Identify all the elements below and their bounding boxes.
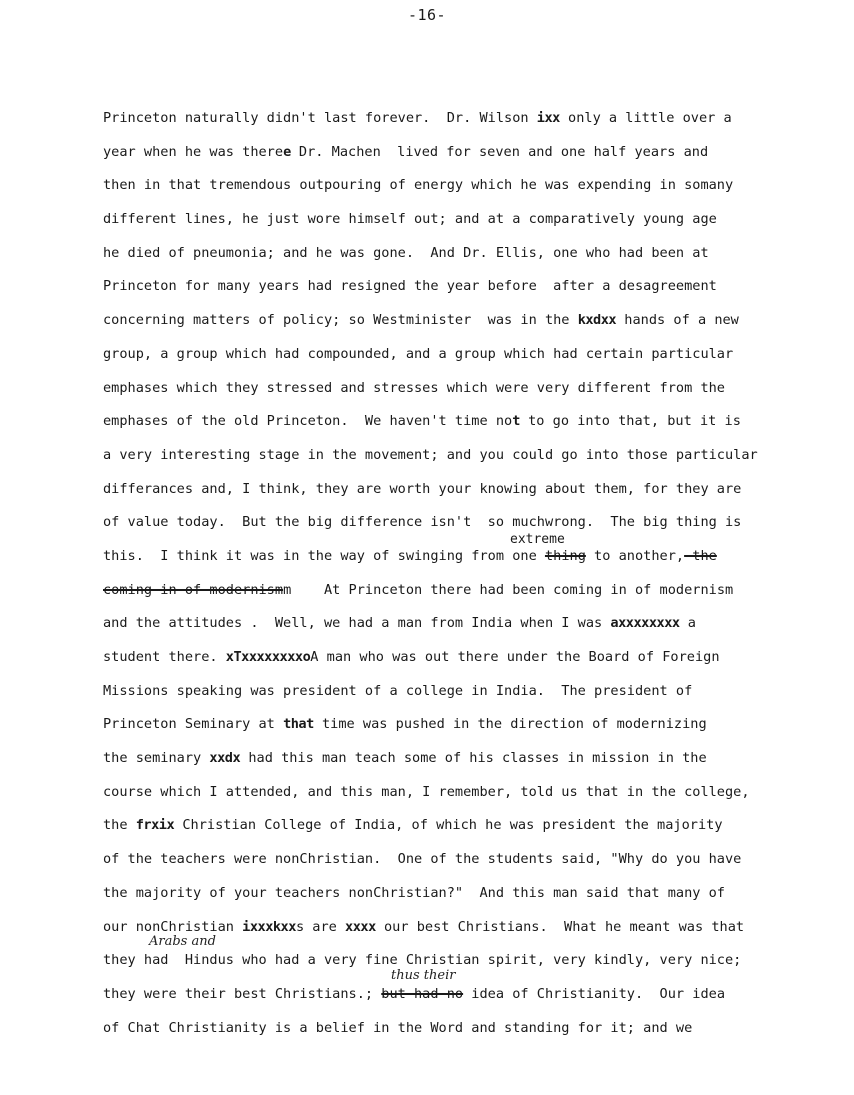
text-line-3: then in that tremendous outpouring of energy which he was expending in somany [103, 177, 734, 194]
handwritten-insertion: thus their [391, 967, 456, 983]
overtyped-text: xxdx [209, 750, 241, 767]
text-line-2: year when he was theree Dr. Machen lived for seven and one half years and [103, 143, 709, 160]
text-line-28: of Chat Christianity is a belief in the Word and standing for it; and we [103, 1019, 693, 1036]
overtyped-text: t [512, 413, 520, 430]
text-line-15: coming in of modernismm At Princeton there had been coming in of modernism [103, 581, 734, 598]
overtyped-text: ixxxkxx [242, 918, 296, 935]
interlinear-insertion: extreme [510, 531, 565, 547]
text-line-21: course which I attended, and this man, I remember, told us that in the college, [103, 783, 750, 800]
text-line-11: a very interesting stage in the movement; and you could go into those particular [103, 446, 758, 463]
text-line-9: emphases which they stressed and stresses which were very different from the [103, 379, 725, 396]
text-line-19: Princeton Seminary at that time was pushed in the direction of modernizing [103, 716, 707, 733]
text-line-10: emphases of the old Princeton. We haven't time not to go into that, but it is [103, 413, 741, 430]
struck-text: but had no [381, 985, 464, 1002]
overtyped-text: e [283, 143, 291, 160]
overtyped-text: axxxxxxxx [610, 615, 680, 632]
text-line-1: Princeton naturally didn't last forever. Dr. Wilson ixx only a little over a [103, 110, 732, 126]
struck-text: thing [544, 547, 586, 564]
text-line-26: Arabs and they had Hindus who had a very fine Christian spirit, very kindly, very nice; [103, 948, 803, 982]
text-line-18: Missions speaking was president of a college in India. The president of [103, 682, 693, 699]
overtyped-text: frxix [135, 817, 175, 834]
text-line-24: the majority of your teachers nonChristian?" And this man said that many of [103, 884, 725, 901]
handwritten-insertion: Arabs and [149, 934, 216, 950]
text-line-7: concerning matters of policy; so Westminister was in the kxdxx hands of a new [103, 312, 739, 329]
text-line-22: the frxix Christian College of India, of which he was president the majority [103, 817, 723, 834]
text-line-13: of value today. But the big difference isn't so muchwrong. The big thing is [103, 514, 742, 531]
text-line-23: of the teachers were nonChristian. One of the students said, "Why do you have [103, 851, 742, 868]
overtyped-text: xxxx [345, 918, 376, 935]
text-line-8: group, a group which had compounded, and a group which had certain particular [103, 345, 734, 362]
text-line-5: he died of pneumonia; and he was gone. And Dr. Ellis, one who had been at [103, 244, 709, 261]
text-line-4: different lines, he just wore himself out; and at a comparatively young age [103, 211, 717, 228]
struck-text: the [684, 547, 717, 564]
text-line-27: thus their they were their best Christians.; but had no idea of Christianity. Our idea [103, 982, 803, 1016]
text-line-12: differances and, I think, they are worth your knowing about them, for they are [103, 480, 742, 497]
overtyped-text: ixx [536, 110, 560, 126]
overtyped-text: that [283, 716, 314, 733]
text-line-25: our nonChristian ixxxkxxs are xxxx our best Christians. What he meant was that [103, 918, 745, 935]
text-line-16: and the attitudes . Well, we had a man from India when I was axxxxxxxx a [103, 615, 696, 632]
text-line-17: student there. xTxxxxxxxxoA man who was out there under the Board of Foreign [103, 649, 720, 665]
overtyped-text: kxdxx [577, 312, 617, 329]
overtyped-text: xTxxxxxxxxo [225, 649, 311, 665]
page-number: -16- [407, 6, 447, 24]
text-line-14: extreme this. I think it was in the way of swinging from one thing to another, the [103, 544, 803, 578]
text-line-6: Princeton for many years had resigned the year before after a desagreement [103, 278, 717, 295]
body-text [103, 106, 803, 1049]
text-line-20: the seminary xxdx had this man teach some of his classes in mission in the [103, 750, 707, 767]
struck-text: coming in of modernism [103, 581, 284, 598]
